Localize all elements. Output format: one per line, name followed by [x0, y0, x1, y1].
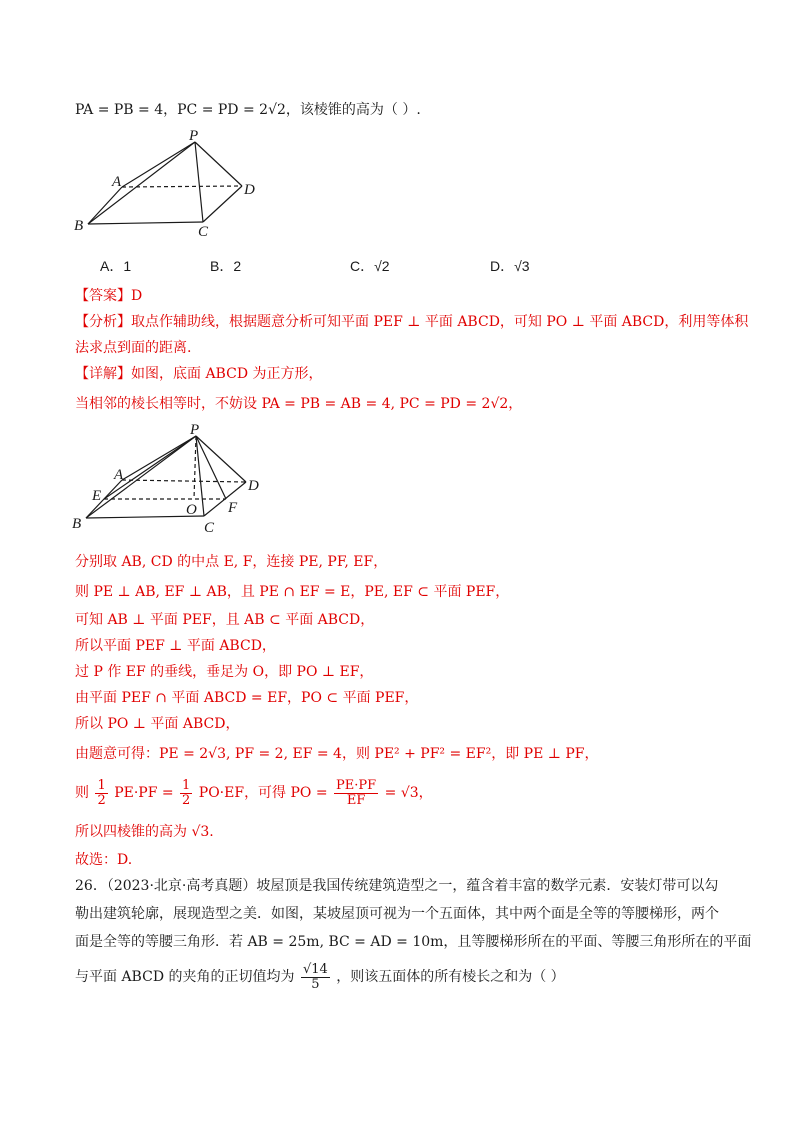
option-c: C．√2 [350, 258, 390, 274]
frac-po: $\frac{PE\cdot PF}{EF}$ [336, 777, 377, 808]
step-5: 过 P 作 EF 的垂线，垂足为 O，即 PO ⊥ EF， [75, 664, 374, 680]
detail-line-2: 当相邻的棱长相等时，不妨设 PA = PB = AB = 4, PC = PD = 2√2， [75, 396, 523, 412]
label-P2: P [190, 422, 200, 438]
label-B: B [74, 218, 84, 234]
options-row [100, 256, 700, 276]
label-C2: C [204, 520, 215, 536]
label-B2: B [72, 516, 82, 532]
label-E2: E [92, 488, 102, 504]
frac-half-1: $\frac{1}{2}$ [97, 777, 106, 808]
analysis-line-2: 法求点到面的距离. [75, 340, 192, 356]
label-C: C [198, 224, 209, 240]
step-3: 可知 AB ⊥ 平面 PEF，且 AB ⊂ 平面 ABCD， [75, 612, 375, 628]
step-8: 由题意可得：PE = 2√3, PF = 2, EF = 4，则 PE² + PF² = EF²，即 PE ⊥ PF， [75, 746, 599, 762]
pyramid-figure-1 [70, 130, 270, 240]
question-text: PA = PB = 4，PC = PD = 2√2，该棱锥的高为（ ）. [75, 102, 421, 118]
analysis-line-1: 【分析】取点作辅助线，根据题意分析可知平面 PEF ⊥ 平面 ABCD，可知 PO ⊥ 平面 ABCD，利用等体积 [75, 314, 749, 330]
next-question-line-2: 勒出建筑轮廓，展现造型之美．如图，某坡屋顶可视为一个五面体，其中两个面是全等的等腰梯形，两个 [75, 906, 719, 922]
next-question-line-1: 26．（2023·北京·高考真题）坡屋顶是我国传统建筑造型之一，蕴含着丰富的数学元素．安装灯带可以勾 [75, 878, 719, 894]
volume-step: 则 $\frac{1}{2}$ PE·PF = $\frac{1}{2}$ PO·EF，可得 PO = $\frac{PE\cdot PF}{EF}$ = √3， [75, 777, 433, 808]
next-question-line-3: 面是全等的等腰三角形．若 AB = 25m, BC = AD = 10m，且等腰梯形所在的平面、等腰三角形所在的平面 [75, 934, 752, 950]
label-O2: O [186, 502, 197, 518]
label-D2: D [248, 478, 259, 494]
choose-line: 故选：D. [75, 852, 133, 868]
option-b: B．2 [210, 258, 242, 274]
label-A: A [112, 174, 122, 190]
label-D: D [244, 182, 255, 198]
frac-half-2: $\frac{1}{2}$ [182, 777, 191, 808]
label-F2: F [228, 500, 238, 516]
pyramid-figure-2 [70, 422, 270, 542]
step-7: 所以 PO ⊥ 平面 ABCD， [75, 716, 240, 732]
step-4: 所以平面 PEF ⊥ 平面 ABCD， [75, 638, 276, 654]
conclusion: 所以四棱锥的高为 √3. [75, 824, 214, 840]
step-1: 分别取 AB, CD 的中点 E, F，连接 PE, PF, EF， [75, 554, 388, 570]
answer-line: 【答案】D [75, 288, 143, 304]
option-d: D．√3 [490, 258, 530, 274]
option-a: A．1 [100, 258, 132, 274]
step-6: 由平面 PEF ∩ 平面 ABCD = EF，PO ⊂ 平面 PEF， [75, 690, 419, 706]
next-question-line-4: 与平面 ABCD 的夹角的正切值均为 $\frac{√14}{5}$ ，则该五面体的所有棱长之和为（ ） [75, 961, 565, 992]
label-P: P [189, 130, 199, 144]
detail-line-1: 【详解】如图，底面 ABCD 为正方形， [75, 366, 323, 382]
label-A2: A [114, 467, 124, 483]
step-2: 则 PE ⊥ AB, EF ⊥ AB，且 PE ∩ EF = E，PE, EF ⊂ 平面 PEF， [75, 584, 510, 600]
frac-sqrt14: $\frac{√14}{5}$ [302, 961, 328, 992]
